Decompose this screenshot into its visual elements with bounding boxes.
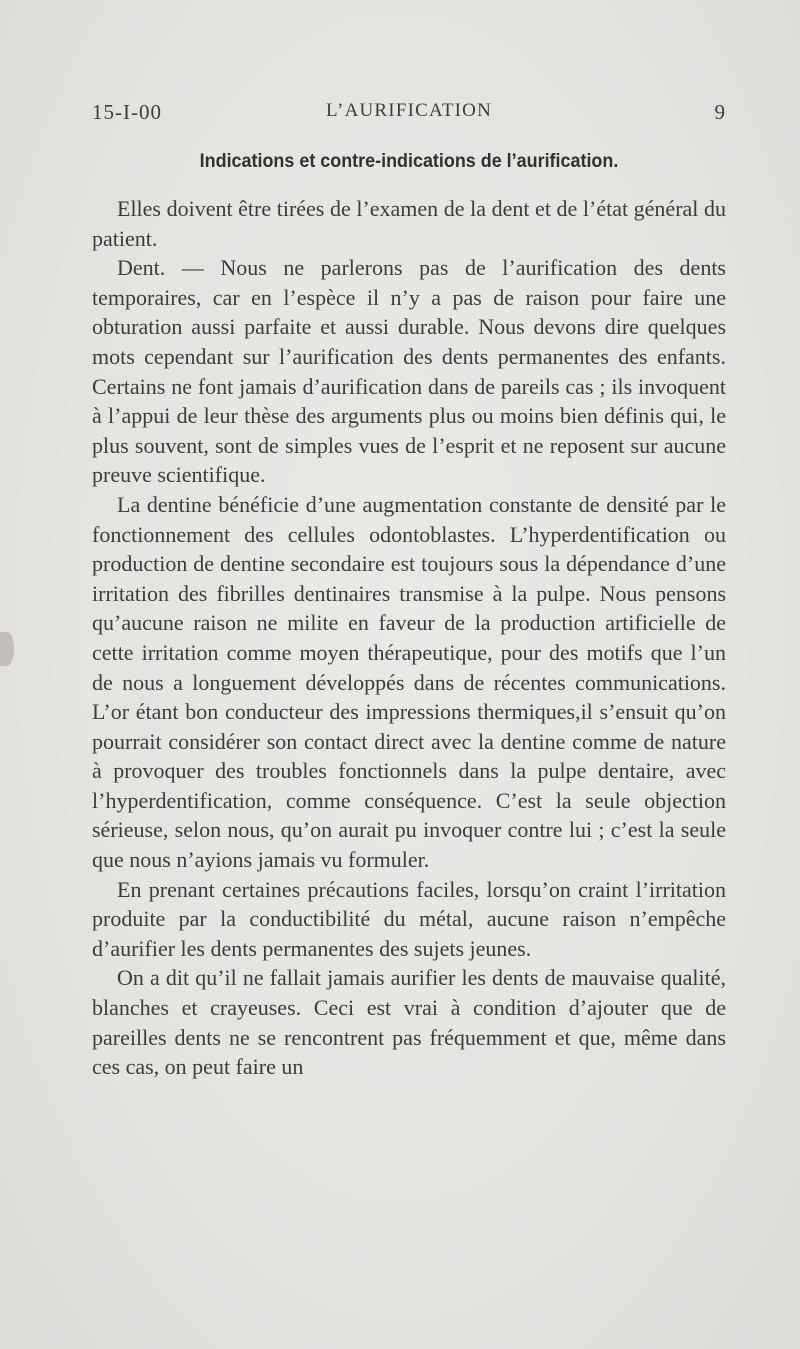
paragraph: Elles doivent être tirées de l’examen de la dent et de l’état général du patient. [92,196,726,251]
page-number: 9 [714,100,726,124]
paragraph: On a dit qu’il ne fallait jamais aurifier les dents de mauvaise qualité, blanches et crayeuses. Ceci est vrai à condition d’ajouter que de pareilles dents ne se rencontrent pas fréquemment et que, même dans ces cas, on peut faire un [92,965,726,1080]
paragraph: En prenant certaines précautions faciles, lorsqu’on craint l’irritation produite par la conductibilité du métal, aucune raison n’empêche d’aurifier les dents permanentes des sujets jeunes. [92,876,726,961]
running-title: L’AURIFICATION [326,100,492,121]
running-head [92,100,726,130]
paragraph: La dentine bénéficie d’une augmentation constante de densité par le fonctionnement des cellules odontoblastes. L’hyperdentification ou production de dentine secondaire est toujours sous la dépendance d’une irritation des fibrilles dentinaires transmise à la pulpe. Nous pensons qu’aucune raison ne milite en faveur de la production artificielle de cette irritation comme moyen thérapeutique, pour des motifs que l’un de nous a longuement développés dans de récentes communications. L’or étant bon conducteur des impressions thermiques,il s’ensuit qu’on pourrait considérer son contact direct avec la dentine comme de nature à provoquer des troubles fonctionnels dans la pulpe dentaire, avec l’hyperdentification, comme conséquence. C’est la seule objection sérieuse, selon nous, qu’on aurait pu invoquer contre lui ; c’est la seule que nous n’ayions jamais vu formuler. [92,491,726,873]
body-text [92,194,726,1082]
section-heading: Indications et contre-indications de l’aurification. [199,150,619,172]
date-mark: 15-I-00 [92,100,162,124]
page-edge-mark [0,632,14,666]
paragraph: Dent. — Nous ne parlerons pas de l’aurification des dents temporaires, car en l’espèce il n’y a pas de raison pour faire une obturation aussi parfaite et aussi durable. Nous devons dire quelques mots cependant sur l’aurification des dents permanentes des enfants. Certains ne font jamais d’aurification dans de pareils cas ; ils invoquent à l’appui de leur thèse des arguments plus ou moins bien définis qui, le plus souvent, sont de simples vues de l’esprit et ne reposent sur aucune preuve scientifique. [92,255,726,488]
